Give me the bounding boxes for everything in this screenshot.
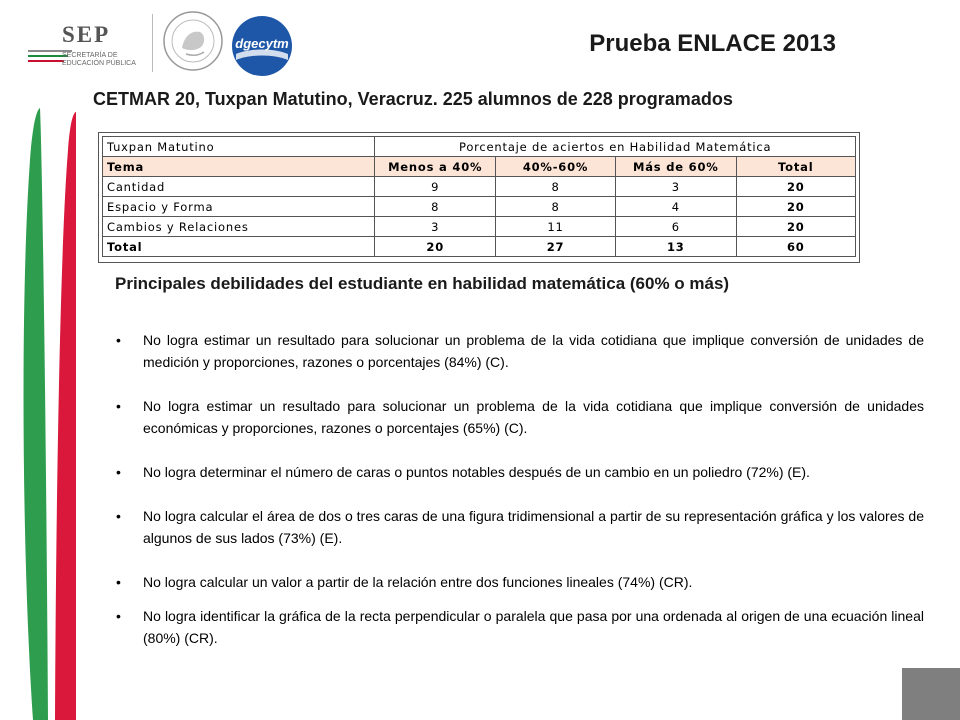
table-group-label: Tuxpan Matutino (103, 137, 375, 157)
table-row (103, 177, 856, 197)
page-title: Prueba ENLACE 2013 (589, 30, 836, 57)
table-cell: 8 (496, 197, 616, 217)
table-cell: 4 (616, 197, 736, 217)
column-header: 40%-60% (496, 157, 616, 177)
table-group-header-row (103, 137, 856, 157)
sep-logo (28, 22, 140, 72)
section-title: Principales debilidades del estudiante en habilidad matemática (60% o más) (115, 274, 730, 293)
table-cell: 8 (375, 197, 496, 217)
list-item (116, 461, 924, 483)
bullet-icon: • (116, 608, 121, 624)
weakness-list (116, 329, 924, 671)
table-cell: 11 (496, 217, 616, 237)
green-stripe (24, 108, 48, 720)
table-cell: 8 (496, 177, 616, 197)
list-item-text: No logra identificar la gráfica de la recta perpendicular o paralela que pasa por una ordenada al origen de una ecuación lineal (80%) (CR). (143, 608, 924, 646)
table-cell: 60 (736, 237, 855, 257)
table-cell: 27 (496, 237, 616, 257)
table-row (103, 197, 856, 217)
column-header: Menos a 40% (375, 157, 496, 177)
red-stripe (55, 112, 76, 720)
mexico-seal-icon (162, 10, 224, 72)
table-cell: Total (103, 237, 375, 257)
table-cell: 6 (616, 217, 736, 237)
sep-logo-subtitle: SECRETARÍA DE EDUCACIÓN PÚBLICA (62, 52, 136, 67)
table-cell: Cambios y Relaciones (103, 217, 375, 237)
column-header: Total (736, 157, 855, 177)
table-cell: 13 (616, 237, 736, 257)
table-cell: 3 (616, 177, 736, 197)
list-item-text: No logra calcular un valor a partir de la relación entre dos funciones lineales (74%) (CR). (143, 574, 693, 590)
sep-logo-word: SEP (62, 22, 111, 47)
column-header: Más de 60% (616, 157, 736, 177)
results-table (102, 136, 856, 257)
list-item (116, 571, 924, 593)
list-item-text: No logra calcular el área de dos o tres caras de una figura tridimensional a partir de su representación gráfica y los valores de algunos de sus lados (73%) (E). (143, 508, 924, 546)
table-cell: 20 (375, 237, 496, 257)
dgecytm-logo-text: dgecytm (235, 36, 289, 51)
bullet-icon: • (116, 332, 121, 348)
table-header-row (103, 157, 856, 177)
list-item-text: No logra estimar un resultado para solucionar un problema de la vida cotidiana que implique conversión de unidades económicas y proporciones, razones o porcentajes (65%) (C). (143, 398, 924, 436)
bullet-icon: • (116, 464, 121, 480)
list-item-text: No logra estimar un resultado para solucionar un problema de la vida cotidiana que implique conversión de unidades de medición y proporciones, razones o porcentajes (84%) (C). (143, 332, 924, 370)
dgecytm-logo (230, 14, 294, 78)
list-item (116, 329, 924, 373)
table-cell: 20 (736, 197, 855, 217)
table-cell: 9 (375, 177, 496, 197)
table-cell: Espacio y Forma (103, 197, 375, 217)
corner-decoration (902, 668, 960, 720)
table-cell: 20 (736, 217, 855, 237)
bullet-icon: • (116, 508, 121, 524)
list-item (116, 605, 924, 649)
bullet-icon: • (116, 574, 121, 590)
table-cell: 20 (736, 177, 855, 197)
table-cell: Cantidad (103, 177, 375, 197)
bullet-icon: • (116, 398, 121, 414)
list-item-text: No logra determinar el número de caras o puntos notables después de un cambio en un poliedro (72%) (E). (143, 464, 810, 480)
column-header: Tema (103, 157, 375, 177)
table-row (103, 217, 856, 237)
table-group-title: Porcentaje de aciertos en Habilidad Matemática (375, 137, 856, 157)
list-item (116, 505, 924, 549)
decorative-stripes (0, 0, 80, 720)
list-item (116, 395, 924, 439)
table-cell: 3 (375, 217, 496, 237)
logo-divider (152, 14, 153, 72)
table-total-row (103, 237, 856, 257)
page-subtitle: CETMAR 20, Tuxpan Matutino, Veracruz. 225 alumnos de 228 programados (93, 89, 733, 109)
